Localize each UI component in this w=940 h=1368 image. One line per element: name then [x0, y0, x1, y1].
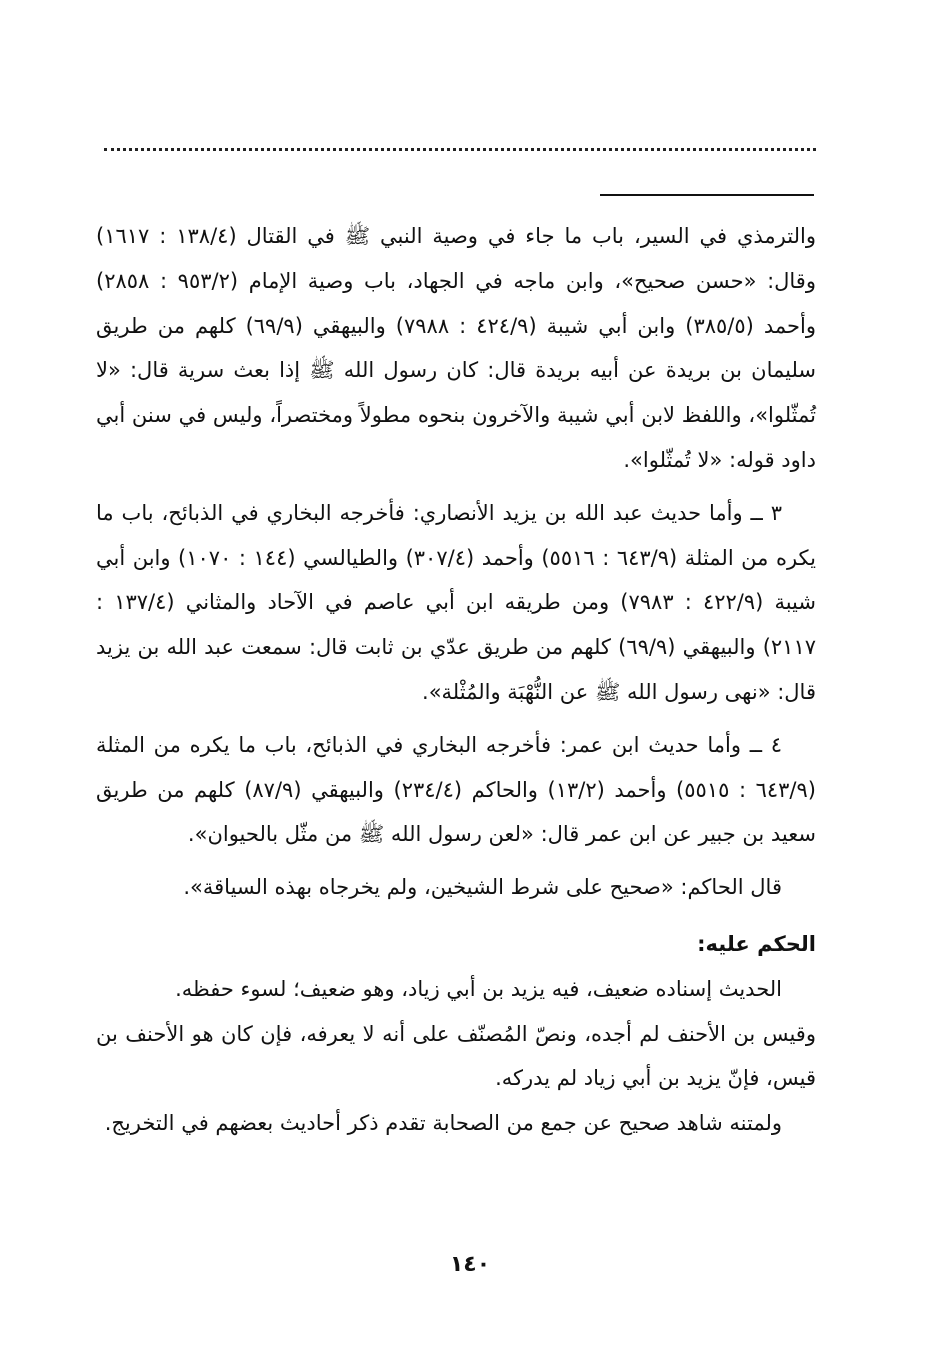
footnote-line: سنن أبي داود قوله: «لا تُمثّلوا». [96, 403, 816, 472]
section-3-line: ١٠٧٠) وابن أبي شيبة (٤٢٢/٩ : ٧٩٨٣) ومن طريقه ابن أبي عاصم في الآحاد [96, 545, 816, 615]
ruling-paragraph-1: الحديث إسناده ضعيف، فيه يزيد بن أبي زياد، وهو ضعيف؛ لسوء حفظه. [175, 976, 782, 1001]
section-3-line: والمثاني (١٣٧/٤ : ٢١١٧) والبيهقي (٦٩/٩) كلهم من طريق عدّي بن ثابت قال: [96, 590, 817, 660]
section-3-line: ٣ ــ وأما حديث عبد الله بن يزيد الأنصاري: فأخرجه البخاري في الذبائح، [161, 500, 783, 525]
ruling-paragraph-2 [96, 1012, 816, 1102]
ruling-heading: الحكم عليه: [697, 931, 816, 956]
footnote-rule [600, 194, 814, 196]
ruling-line: وقيس بن الأحنف لم أجده، ونصّ المُصنّف على أنه لا يعرفه، فإن كان هو [191, 1021, 816, 1046]
footnote-line: طريق سليمان بن بريدة عن أبيه بريدة قال: كان رسول الله ﷺ إذا بعث سرية قال: [96, 313, 816, 383]
section-3-line: باب ما يكره من المثلة (٦٤٣/٩ : ٥٥١٦) وأحمد (٣٠٧/٤) والطيالسي (١٤٤ : [96, 500, 816, 570]
ruling-line: الأحنف بن قيس، فإنّ يزيد بن أبي زياد لم يدركه. [96, 1021, 816, 1091]
section-4-line: ٤ ــ وأما حديث ابن عمر: فأخرجه البخاري في الذبائح، باب ما يكره من [153, 732, 782, 757]
ruling-paragraph-3 [96, 1101, 816, 1146]
footnote-line: والترمذي في السير، باب ما جاء في وصية النبي ﷺ في القتال (١٣٨/٤ : ١٦١٧) [96, 224, 816, 248]
footnote-line: «لا تُمثّلوا»، واللفظ لابن أبي شيبة والآخرون بنحوه مطولاً ومختصراً، وليس في [96, 358, 816, 428]
ruling-line: التخريج. [104, 1111, 175, 1136]
section-3-paragraph [96, 491, 816, 715]
page-body [96, 214, 816, 1146]
hakim-quote: قال الحاكم: «صحيح على شرط الشيخين، ولم يخرجاه بهذه السياقة». [183, 875, 782, 900]
section-3-line: سمعت عبد الله بن يزيد قال: «نهى رسول الله ﷺ عن النُّهْبَة والمُثْلة». [96, 635, 816, 704]
footnote-line: وأحمد (٣٨٥/٥) وابن أبي شيبة (٤٢٤/٩ : ٧٩٨٨) والبيهقي (٦٩/٩) كلهم من [157, 313, 816, 338]
footnote-paragraph [96, 214, 816, 483]
page-number: ١٤٠ [449, 1252, 491, 1277]
section-4-line: المثلة (٦٤٣/٩ : ٥٥١٥) وأحمد (١٣/٢) والحاكم (٢٣٤/٤) والبيهقي (٨٧/٩) [96, 732, 816, 802]
dotted-separator [104, 148, 816, 151]
footnote-line: وقال: «حسن صحيح»، وابن ماجه في الجهاد، باب وصية الإمام (٩٥٣/٢ : ٢٨٥٨) [96, 268, 816, 293]
section-4-line: كلهم من طريق سعيد بن جبير عن ابن عمر قال: «لعن رسول الله ﷺ من مثّل [96, 777, 816, 847]
section-4-paragraph [96, 723, 816, 857]
ruling-line: ولمتنه شاهد صحيح عن جمع من الصحابة تقدم ذكر أحاديث بعضهم في [181, 1111, 782, 1136]
section-4-line: بالحيوان». [187, 822, 279, 847]
